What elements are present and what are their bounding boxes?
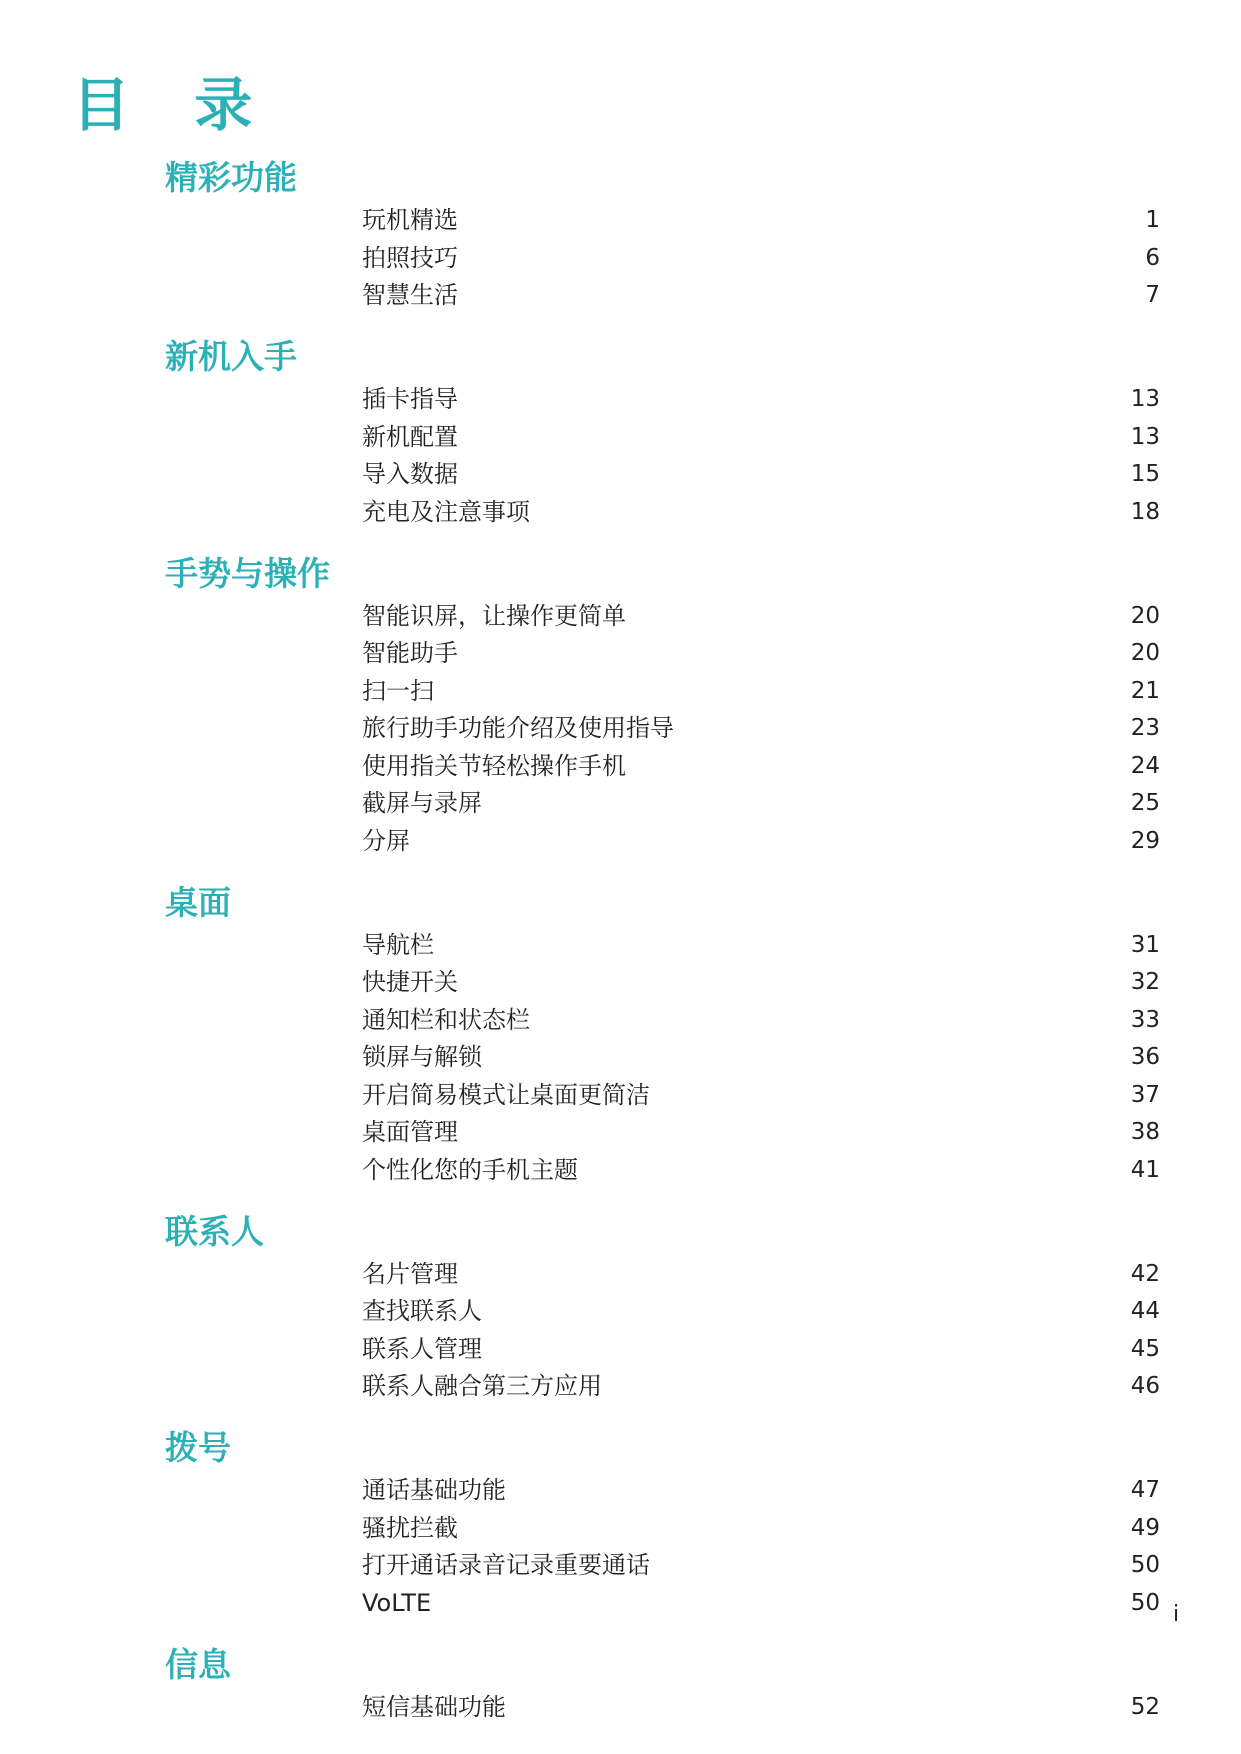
toc-entry-page-number: 6 <box>1145 244 1160 271</box>
toc-entry-page-number: 1 <box>1145 207 1160 233</box>
toc-entry-page-number: 23 <box>1130 715 1160 741</box>
toc-entry[interactable] <box>362 1368 1160 1404</box>
toc-entry-page-number: 47 <box>1130 1477 1160 1503</box>
toc-entry-page-number: 13 <box>1130 386 1160 412</box>
toc-entry-label: 通知栏和状态栏 <box>362 1005 530 1034</box>
toc-entry-label: 桌面管理 <box>362 1118 458 1146</box>
toc-entry[interactable] <box>362 381 1160 417</box>
toc-entry-label: 智慧生活 <box>362 281 458 309</box>
toc-entry-label: 联系人管理 <box>362 1334 482 1363</box>
toc-entry-label: 快捷开关 <box>362 968 458 996</box>
toc-entry[interactable] <box>362 202 1160 238</box>
toc-entry-page-number: 20 <box>1130 640 1160 666</box>
toc-entry[interactable] <box>362 1689 1160 1725</box>
toc-entry-page-number: 36 <box>1130 1044 1160 1070</box>
toc-entry[interactable] <box>362 456 1160 492</box>
toc-entry-page-number: 24 <box>1130 752 1160 779</box>
toc-entry-label: 锁屏与解锁 <box>362 1043 482 1071</box>
section-heading: 拨号 <box>165 1428 231 1467</box>
toc-entry-label: 玩机精选 <box>362 206 458 234</box>
toc-entry[interactable] <box>362 1331 1160 1367</box>
toc-entry-label: 拍照技巧 <box>362 243 458 272</box>
toc-entry-page-number: 18 <box>1130 498 1160 525</box>
toc-entry[interactable] <box>362 1256 1160 1292</box>
toc-entry-label: 智能助手 <box>362 639 458 667</box>
toc-entry-page-number: 52 <box>1130 1693 1160 1720</box>
toc-entry-label: 导航栏 <box>362 930 434 959</box>
toc-entry-page-number: 7 <box>1145 282 1160 308</box>
toc-entry-page-number: 32 <box>1130 969 1160 995</box>
toc-entry-label: 智能识屏，让操作更简单 <box>362 601 626 630</box>
toc-entry-page-number: 50 <box>1130 1589 1160 1616</box>
toc-entry[interactable] <box>362 240 1160 276</box>
toc-entry-label: 充电及注意事项 <box>362 497 530 526</box>
toc-entry-label: 新机配置 <box>362 422 458 451</box>
toc-entry-label: 打开通话录音记录重要通话 <box>362 1551 650 1579</box>
toc-entry[interactable] <box>362 1547 1160 1583</box>
section-heading: 信息 <box>165 1644 231 1684</box>
toc-entry-label: 分屏 <box>362 826 410 855</box>
section-heading: 新机入手 <box>165 337 297 376</box>
toc-entry-page-number: 42 <box>1130 1260 1160 1287</box>
page-title: 目 录 <box>72 71 275 139</box>
toc-entry-label: 旅行助手功能介绍及使用指导 <box>362 714 674 742</box>
toc-entry-page-number: 45 <box>1130 1335 1160 1362</box>
toc-entry[interactable] <box>362 1039 1160 1075</box>
toc-entry[interactable] <box>362 635 1160 671</box>
toc-entry-label: 开启简易模式让桌面更简洁 <box>362 1080 650 1109</box>
section-heading: 精彩功能 <box>165 158 297 197</box>
toc-entry[interactable] <box>362 1585 1160 1621</box>
toc-entry-page-number: 37 <box>1130 1081 1160 1108</box>
toc-entry[interactable] <box>362 1472 1160 1508</box>
toc-entry-page-number: 49 <box>1130 1514 1160 1541</box>
toc-entry-label: 插卡指导 <box>362 385 458 413</box>
toc-entry-page-number: 25 <box>1130 790 1160 816</box>
toc-entry-page-number: 50 <box>1130 1552 1160 1578</box>
toc-entry-label: 扫一扫 <box>362 676 434 705</box>
toc-entry[interactable] <box>362 927 1160 963</box>
toc-entry-page-number: 13 <box>1130 423 1160 450</box>
toc-entry-page-number: 31 <box>1130 931 1160 958</box>
toc-entry[interactable] <box>362 598 1160 634</box>
toc-entry-label: 查找联系人 <box>362 1297 482 1325</box>
page-number: i <box>1173 1602 1180 1627</box>
toc-entry-page-number: 46 <box>1130 1373 1160 1399</box>
toc-entry-label: 使用指关节轻松操作手机 <box>362 751 626 780</box>
toc-entry[interactable] <box>362 1510 1160 1546</box>
toc-entry-label: 名片管理 <box>362 1259 458 1288</box>
toc-entry-page-number: 20 <box>1130 602 1160 629</box>
toc-entry[interactable] <box>362 494 1160 530</box>
section-heading: 桌面 <box>165 882 231 922</box>
toc-entry-page-number: 15 <box>1130 461 1160 487</box>
toc-entry-page-number: 44 <box>1130 1298 1160 1324</box>
toc-entry[interactable] <box>362 277 1160 313</box>
toc-entry-label: 短信基础功能 <box>362 1692 506 1721</box>
toc-entry-page-number: 21 <box>1130 677 1160 704</box>
toc-entry[interactable] <box>362 673 1160 709</box>
toc-entry[interactable] <box>362 1077 1160 1113</box>
toc-entry[interactable] <box>362 1152 1160 1188</box>
toc-entry[interactable] <box>362 748 1160 784</box>
toc-entry-label: 骚扰拦截 <box>362 1513 458 1542</box>
toc-entry[interactable] <box>362 964 1160 1000</box>
toc-entry[interactable] <box>362 1114 1160 1150</box>
toc-entry-label: 导入数据 <box>362 460 458 488</box>
toc-entry-label: 个性化您的手机主题 <box>362 1155 578 1184</box>
toc-entry-label: 联系人融合第三方应用 <box>362 1372 602 1400</box>
section-heading: 手势与操作 <box>165 553 330 593</box>
toc-entry[interactable] <box>362 710 1160 746</box>
toc-entry[interactable] <box>362 1293 1160 1329</box>
toc-entry-label: 截屏与录屏 <box>362 789 482 817</box>
toc-entry-page-number: 29 <box>1130 827 1160 854</box>
toc-entry-page-number: 41 <box>1130 1156 1160 1183</box>
toc-entry[interactable] <box>362 823 1160 859</box>
toc-entry[interactable] <box>362 419 1160 455</box>
toc-entry[interactable] <box>362 785 1160 821</box>
toc-entry-page-number: 38 <box>1130 1119 1160 1145</box>
toc-entry-page-number: 33 <box>1130 1006 1160 1033</box>
toc-entry[interactable] <box>362 1002 1160 1038</box>
toc-entry-label: 通话基础功能 <box>362 1476 506 1504</box>
section-heading: 联系人 <box>165 1211 264 1251</box>
toc-entry-label: VoLTE <box>362 1588 432 1617</box>
